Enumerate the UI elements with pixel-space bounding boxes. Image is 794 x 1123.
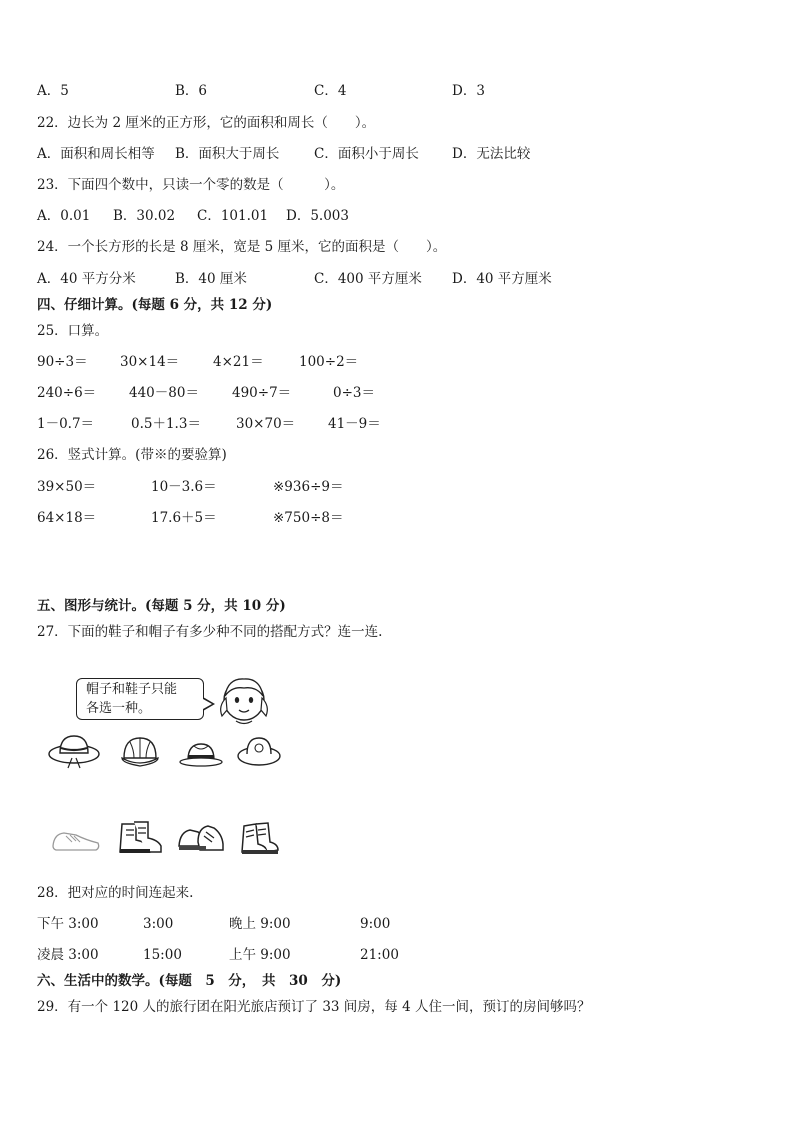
q28-time: 凌晨 3:00 [37, 947, 99, 963]
q28-stem: 28．把对应的时间连起来. [37, 885, 194, 901]
q28-time: 9:00 [360, 916, 391, 932]
q22-stem: 22．边长为 2 厘米的正方形，它的面积和周长（ ）。 [37, 115, 376, 131]
high-top-shoes-icon [238, 820, 280, 858]
q21-option-a: A．5 [37, 83, 69, 99]
q28-time: 上午 9:00 [229, 947, 291, 963]
q23-option-b: B．30.02 [113, 208, 176, 224]
q21-option-c: C．4 [314, 83, 347, 99]
q26-stem: 26．竖式计算。(带※的要验算) [37, 447, 227, 463]
section-6-heading: 六、生活中的数学。(每题 5 分， 共 30 分) [37, 973, 342, 989]
q26-item: 10－3.6＝ [151, 479, 217, 495]
sneaker-icon [50, 826, 102, 854]
q24-stem: 24．一个长方形的长是 8 厘米，宽是 5 厘米，它的面积是（ ）。 [37, 239, 447, 255]
girl-illustration [214, 670, 272, 728]
q21-option-d: D．3 [452, 83, 485, 99]
q23-option-a: A．0.01 [37, 208, 91, 224]
q28-time: 晚上 9:00 [229, 916, 291, 932]
q26-item: 39×50＝ [37, 479, 97, 495]
q26-item: ※750÷8＝ [273, 510, 344, 526]
q25-item: 30×14＝ [120, 354, 180, 370]
sun-hat-icon [236, 732, 282, 770]
boots-icon [116, 818, 164, 858]
q25-item: 1－0.7＝ [37, 416, 95, 432]
sport-shoes-icon [176, 820, 226, 858]
q28-time: 21:00 [360, 947, 399, 963]
q23-option-d: D．5.003 [286, 208, 349, 224]
bubble-line-2: 各选一种。 [86, 701, 152, 716]
section-4-heading: 四、仔细计算。(每题 6 分，共 12 分) [37, 297, 273, 313]
q26-item: ※936÷9＝ [273, 479, 344, 495]
q26-item: 64×18＝ [37, 510, 97, 526]
q23-option-c: C．101.01 [197, 208, 269, 224]
q23-stem: 23．下面四个数中，只读一个零的数是（ ）。 [37, 177, 345, 193]
section-5-heading: 五、图形与统计。(每题 5 分，共 10 分) [37, 598, 286, 614]
q25-item: 0÷3＝ [333, 385, 375, 401]
q25-item: 490÷7＝ [232, 385, 292, 401]
q27-stem: 27．下面的鞋子和帽子有多少种不同的搭配方式？连一连. [37, 624, 383, 640]
q25-item: 240÷6＝ [37, 385, 97, 401]
bubble-line-1: 帽子和鞋子只能 [86, 682, 178, 697]
q21-option-b: B．6 [175, 83, 208, 99]
hat-wide-brim-icon [46, 728, 102, 772]
q28-time: 15:00 [143, 947, 182, 963]
q22-option-b: B．面积大于周长 [175, 146, 280, 162]
q22-option-a: A．面积和周长相等 [37, 146, 155, 162]
q25-item: 90÷3＝ [37, 354, 88, 370]
q25-item: 30×70＝ [236, 416, 296, 432]
q25-item: 4×21＝ [213, 354, 264, 370]
q24-option-a: A．40 平方分米 [37, 271, 136, 287]
q24-option-d: D．40 平方厘米 [452, 271, 552, 287]
q26-item: 17.6＋5＝ [151, 510, 217, 526]
q28-time: 下午 3:00 [37, 916, 99, 932]
q25-item: 0.5＋1.3＝ [131, 416, 201, 432]
q22-option-c: C．面积小于周长 [314, 146, 419, 162]
q29-stem: 29．有一个 120 人的旅行团在阳光旅店预订了 33 间房，每 4 人住一间，预订的房间够吗？ [37, 999, 591, 1015]
q28-time: 3:00 [143, 916, 174, 932]
cap-icon [118, 732, 162, 772]
q25-item: 100÷2＝ [299, 354, 359, 370]
q25-stem: 25．口算。 [37, 323, 109, 339]
q25-item: 440－80＝ [129, 385, 199, 401]
speech-bubble [76, 678, 204, 720]
q24-option-c: C．400 平方厘米 [314, 271, 422, 287]
q22-option-d: D．无法比较 [452, 146, 531, 162]
fedora-hat-icon [178, 738, 224, 770]
q25-item: 41－9＝ [328, 416, 381, 432]
q24-option-b: B．40 厘米 [175, 271, 247, 287]
